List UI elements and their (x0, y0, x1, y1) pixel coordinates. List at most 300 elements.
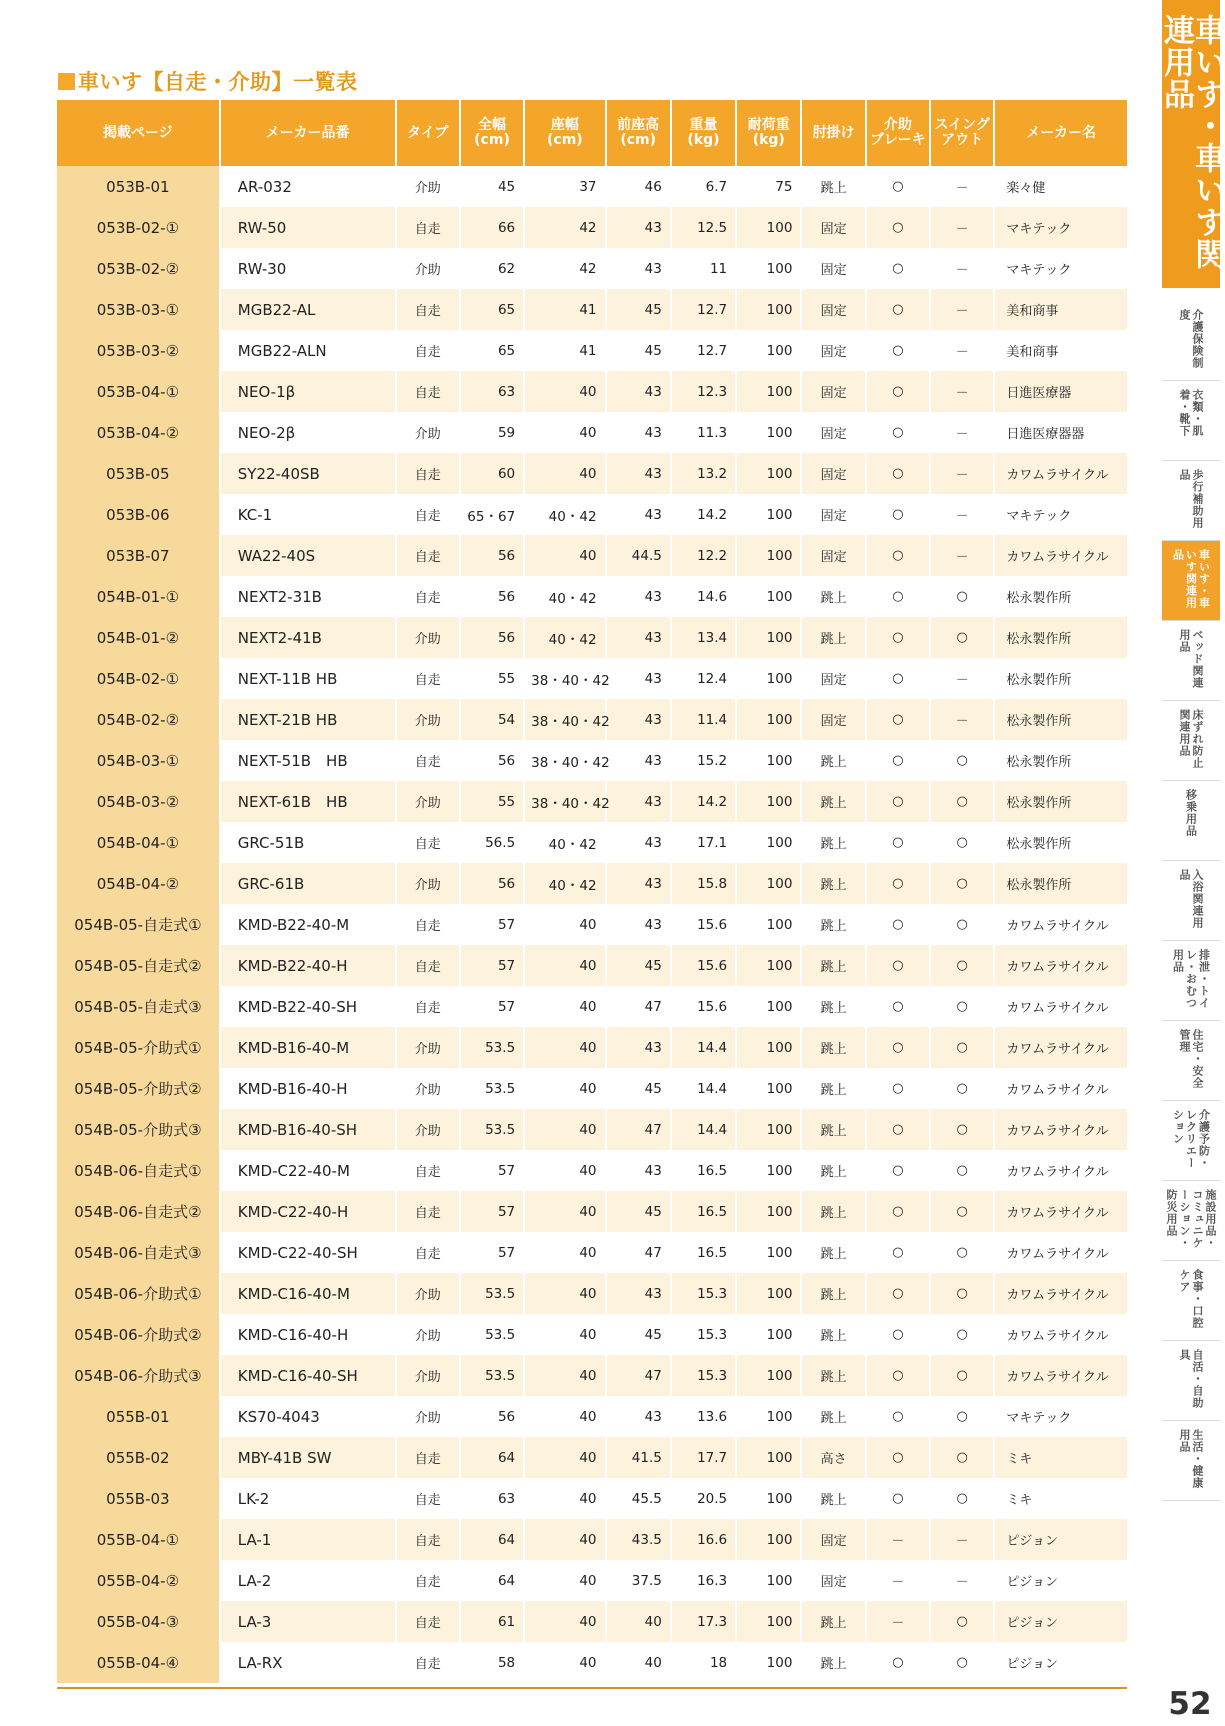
table-cell: 054B-06-介助式② (57, 1314, 220, 1355)
table-cell: ○ (930, 986, 994, 1027)
table-cell: ピジョン (994, 1560, 1127, 1601)
table-cell: ○ (866, 1355, 930, 1396)
sidebar-item[interactable] (1162, 1181, 1220, 1261)
table-cell: 自走 (396, 453, 460, 494)
table-cell: KMD-C16-40-H (220, 1314, 396, 1355)
table-cell: 054B-05-自走式② (57, 945, 220, 986)
table-row (57, 822, 1127, 863)
table-cell: 054B-04-② (57, 863, 220, 904)
sidebar-item[interactable] (1162, 1021, 1220, 1101)
table-cell: 47 (606, 1109, 671, 1150)
table-cell: 43 (606, 699, 671, 740)
table-row (57, 740, 1127, 781)
table-cell: 自走 (396, 1191, 460, 1232)
table-cell: 054B-05-介助式① (57, 1027, 220, 1068)
table-cell: 介助 (396, 1273, 460, 1314)
table-cell: 75 (736, 166, 801, 207)
sidebar-item[interactable] (1162, 301, 1220, 381)
table-cell: ○ (930, 1109, 994, 1150)
table-cell: 松永製作所 (994, 576, 1127, 617)
table-cell: ○ (866, 863, 930, 904)
table-cell: 37 (524, 166, 605, 207)
table-cell: 56.5 (460, 822, 524, 863)
table-cell: ○ (866, 1232, 930, 1273)
table-cell: 介助 (396, 1027, 460, 1068)
table-cell: 055B-04-④ (57, 1642, 220, 1683)
column-header: 介助 ブレーキ (866, 100, 930, 166)
table-cell: 40 (524, 904, 605, 945)
table-cell: 055B-04-③ (57, 1601, 220, 1642)
table-cell: 40 (524, 1068, 605, 1109)
table-row (57, 1027, 1127, 1068)
table-cell: 054B-06-自走式② (57, 1191, 220, 1232)
table-cell: 13.4 (671, 617, 736, 658)
sidebar-item-label: 歩行補助用品 (1178, 469, 1204, 529)
table-cell: 40 (524, 1437, 605, 1478)
table-cell: 59 (460, 412, 524, 453)
table-cell: ピジョン (994, 1519, 1127, 1560)
table-cell: 100 (736, 986, 801, 1027)
table-cell: ○ (930, 945, 994, 986)
table-cell: 自走 (396, 1437, 460, 1478)
table-cell: KS70-4043 (220, 1396, 396, 1437)
table-cell: 56 (460, 535, 524, 576)
table-cell: 13.6 (671, 1396, 736, 1437)
table-cell: MBY-41B SW (220, 1437, 396, 1478)
table-cell: 40 (524, 986, 605, 1027)
table-cell: 38・40・42 (524, 781, 605, 822)
table-cell: ピジョン (994, 1601, 1127, 1642)
table-cell: － (930, 1560, 994, 1601)
table-cell: 自走 (396, 207, 460, 248)
table-row (57, 166, 1127, 207)
table-cell: 53.5 (460, 1027, 524, 1068)
column-header: 肘掛け (801, 100, 865, 166)
table-cell: 高さ (801, 1437, 865, 1478)
table-cell: 055B-04-② (57, 1560, 220, 1601)
table-cell: 45.5 (606, 1478, 671, 1519)
table-cell: 12.2 (671, 535, 736, 576)
table-cell: 40 (524, 371, 605, 412)
table-cell: 56 (460, 1396, 524, 1437)
table-cell: 固定 (801, 535, 865, 576)
table-cell: 56 (460, 576, 524, 617)
sidebar-item-label: 介護保険制度 (1178, 309, 1204, 369)
table-cell: カワムラサイクル (994, 1109, 1127, 1150)
table-cell: 43 (606, 904, 671, 945)
table-cell: 介助 (396, 1355, 460, 1396)
column-header: メーカー名 (994, 100, 1127, 166)
page-number: 52 (1168, 1686, 1212, 1722)
table-cell: KMD-B16-40-M (220, 1027, 396, 1068)
table-cell: 介助 (396, 1109, 460, 1150)
table-cell: － (930, 207, 994, 248)
table-cell: 100 (736, 412, 801, 453)
table-cell: ○ (930, 617, 994, 658)
table-cell: 45 (460, 166, 524, 207)
table-cell: 45 (606, 1068, 671, 1109)
table-cell: 45 (606, 945, 671, 986)
table-cell: 美和商事 (994, 330, 1127, 371)
table-cell: WA22-40S (220, 535, 396, 576)
table-cell: 63 (460, 1478, 524, 1519)
table-cell: カワムラサイクル (994, 1150, 1127, 1191)
table-cell: ○ (866, 412, 930, 453)
table-cell: 松永製作所 (994, 863, 1127, 904)
table-cell: 18 (671, 1642, 736, 1683)
table-cell: 100 (736, 1437, 801, 1478)
table-cell: 64 (460, 1437, 524, 1478)
table-cell: ○ (866, 330, 930, 371)
table-cell: 53.5 (460, 1355, 524, 1396)
table-cell: 054B-06-自走式③ (57, 1232, 220, 1273)
table-cell: ミキ (994, 1437, 1127, 1478)
table-cell: 053B-03-① (57, 289, 220, 330)
table-cell: 16.5 (671, 1232, 736, 1273)
table-cell: 41 (524, 289, 605, 330)
table-cell: 100 (736, 1642, 801, 1683)
table-cell: LA-3 (220, 1601, 396, 1642)
table-row (57, 494, 1127, 535)
table-cell: ○ (930, 822, 994, 863)
table-cell: LA-1 (220, 1519, 396, 1560)
table-cell: 跳上 (801, 1232, 865, 1273)
table-cell: ○ (866, 1109, 930, 1150)
table-cell: 054B-03-① (57, 740, 220, 781)
table-cell: ○ (930, 1027, 994, 1068)
table-cell: KMD-C22-40-M (220, 1150, 396, 1191)
table-row (57, 1396, 1127, 1437)
table-row (57, 1273, 1127, 1314)
table-cell: SY22-40SB (220, 453, 396, 494)
table-cell: 介助 (396, 1396, 460, 1437)
table-cell: 17.7 (671, 1437, 736, 1478)
table-cell: 16.3 (671, 1560, 736, 1601)
table-cell: 054B-01-① (57, 576, 220, 617)
table-cell: 55 (460, 781, 524, 822)
table-cell: － (930, 494, 994, 535)
table-cell: 40 (524, 1027, 605, 1068)
table-cell: 053B-02-① (57, 207, 220, 248)
table-cell: 42 (524, 248, 605, 289)
table-cell: 40 (524, 1519, 605, 1560)
table-cell: 100 (736, 1150, 801, 1191)
table-cell: 17.1 (671, 822, 736, 863)
table-cell: 57 (460, 1150, 524, 1191)
table-cell: 自走 (396, 822, 460, 863)
table-cell: LA-2 (220, 1560, 396, 1601)
table-cell: NEXT-21B HB (220, 699, 396, 740)
table-cell: 100 (736, 1191, 801, 1232)
sidebar-item[interactable] (1162, 861, 1220, 941)
table-cell: ○ (866, 1191, 930, 1232)
table-cell: 跳上 (801, 1314, 865, 1355)
table-cell: 40 (524, 453, 605, 494)
table-cell: 自走 (396, 535, 460, 576)
sidebar-item[interactable] (1162, 1261, 1220, 1341)
sidebar-item[interactable] (1162, 381, 1220, 461)
sidebar-item-label: 食事・口腔ケア (1178, 1269, 1204, 1329)
table-cell: 16.6 (671, 1519, 736, 1560)
table-cell: 自走 (396, 576, 460, 617)
table-cell: 跳上 (801, 904, 865, 945)
table-cell: 40 (524, 1396, 605, 1437)
table-cell: 053B-03-② (57, 330, 220, 371)
table-cell: － (930, 699, 994, 740)
table-cell: 自走 (396, 289, 460, 330)
table-cell: 100 (736, 207, 801, 248)
table-cell: カワムラサイクル (994, 453, 1127, 494)
table-cell: 43 (606, 658, 671, 699)
table-cell: ○ (866, 658, 930, 699)
table-cell: カワムラサイクル (994, 1068, 1127, 1109)
sidebar-item-label: 衣類・肌着・靴下 (1178, 389, 1204, 437)
table-cell: ○ (930, 1191, 994, 1232)
table-cell: 介助 (396, 412, 460, 453)
table-cell: ○ (866, 740, 930, 781)
table-row (57, 1314, 1127, 1355)
table-cell: 跳上 (801, 166, 865, 207)
table-cell: 100 (736, 535, 801, 576)
table-row (57, 371, 1127, 412)
table-cell: AR-032 (220, 166, 396, 207)
column-header: 全幅 (cm) (460, 100, 524, 166)
table-cell: 跳上 (801, 1355, 865, 1396)
table-cell: ○ (930, 576, 994, 617)
table-cell: 自走 (396, 1519, 460, 1560)
table-cell: 14.6 (671, 576, 736, 617)
sidebar-item[interactable] (1162, 941, 1220, 1021)
sidebar-item-label: 車いす・車いす関連用品 (1171, 549, 1211, 609)
table-cell: 100 (736, 1478, 801, 1519)
table-cell: － (930, 330, 994, 371)
table-row (57, 1642, 1127, 1683)
table-cell: 37.5 (606, 1560, 671, 1601)
table-cell: 64 (460, 1519, 524, 1560)
table-row (57, 412, 1127, 453)
table-cell: 松永製作所 (994, 740, 1127, 781)
table-cell: KMD-C22-40-H (220, 1191, 396, 1232)
table-cell: 054B-05-自走式① (57, 904, 220, 945)
wheelchair-table (57, 100, 1127, 1683)
table-cell: 57 (460, 986, 524, 1027)
table-row (57, 289, 1127, 330)
table-cell: 100 (736, 658, 801, 699)
table-cell: 100 (736, 1273, 801, 1314)
table-cell: 053B-05 (57, 453, 220, 494)
table-cell: ○ (866, 699, 930, 740)
table-cell: 跳上 (801, 617, 865, 658)
table-cell: NEXT2-31B (220, 576, 396, 617)
table-cell: 楽々健 (994, 166, 1127, 207)
table-cell: 054B-02-① (57, 658, 220, 699)
table-cell: 跳上 (801, 863, 865, 904)
table-cell: 053B-06 (57, 494, 220, 535)
table-cell: 100 (736, 289, 801, 330)
table-cell: 14.2 (671, 781, 736, 822)
sidebar (1162, 301, 1220, 1501)
table-cell: 自走 (396, 1601, 460, 1642)
table-cell: 跳上 (801, 986, 865, 1027)
table-cell: 57 (460, 945, 524, 986)
sidebar-item[interactable] (1162, 1341, 1220, 1421)
table-cell: 56 (460, 740, 524, 781)
column-header: 重量 (kg) (671, 100, 736, 166)
table-cell: 66 (460, 207, 524, 248)
table-cell: 40 (524, 1191, 605, 1232)
table-cell: 054B-02-② (57, 699, 220, 740)
table-cell: ピジョン (994, 1642, 1127, 1683)
table-cell: 45 (606, 1191, 671, 1232)
table-cell: － (930, 1519, 994, 1560)
table-cell: 100 (736, 1232, 801, 1273)
table-cell: － (930, 453, 994, 494)
table-cell: 055B-01 (57, 1396, 220, 1437)
table-cell: 54 (460, 699, 524, 740)
table-cell: 45 (606, 289, 671, 330)
table-cell: － (930, 166, 994, 207)
table-cell: ○ (930, 1355, 994, 1396)
table-cell: 40 (606, 1601, 671, 1642)
table-cell: 100 (736, 1027, 801, 1068)
table-cell: 介助 (396, 781, 460, 822)
table-cell: 跳上 (801, 740, 865, 781)
table-cell: 40 (524, 1150, 605, 1191)
table-cell: 45 (606, 1314, 671, 1355)
table-cell: 100 (736, 1355, 801, 1396)
table-cell: 11 (671, 248, 736, 289)
table-cell: NEXT2-41B (220, 617, 396, 658)
table-cell: ○ (866, 1642, 930, 1683)
sidebar-item[interactable] (1162, 781, 1220, 861)
table-cell: 介助 (396, 166, 460, 207)
table-cell: 100 (736, 1601, 801, 1642)
table-cell: 100 (736, 494, 801, 535)
table-cell: 14.4 (671, 1109, 736, 1150)
sidebar-item[interactable] (1162, 701, 1220, 781)
table-cell: 40 (606, 1642, 671, 1683)
table-cell: マキテック (994, 248, 1127, 289)
table-cell: 松永製作所 (994, 617, 1127, 658)
table-cell: 固定 (801, 658, 865, 699)
table-cell: NEXT-61B HB (220, 781, 396, 822)
table-cell: 100 (736, 1068, 801, 1109)
table-cell: ○ (930, 740, 994, 781)
table-cell: 38・40・42 (524, 699, 605, 740)
table-cell: 054B-06-介助式③ (57, 1355, 220, 1396)
table-cell: 介助 (396, 248, 460, 289)
table-cell: 15.6 (671, 945, 736, 986)
table-cell: 13.2 (671, 453, 736, 494)
table-row (57, 1560, 1127, 1601)
table-cell: 43 (606, 371, 671, 412)
column-header: スイング アウト (930, 100, 994, 166)
table-cell: 12.7 (671, 289, 736, 330)
side-tab-main[interactable] (1158, 0, 1225, 288)
table-cell: 53.5 (460, 1314, 524, 1355)
table-cell: 40 (524, 1355, 605, 1396)
table-cell: 固定 (801, 330, 865, 371)
table-cell: ○ (866, 248, 930, 289)
table-cell: 固定 (801, 1560, 865, 1601)
table-cell: 固定 (801, 289, 865, 330)
sidebar-item[interactable] (1162, 1421, 1220, 1501)
table-cell: KMD-B22-40-M (220, 904, 396, 945)
table-cell: ○ (930, 1150, 994, 1191)
sidebar-item[interactable] (1162, 541, 1220, 621)
sidebar-item[interactable] (1162, 621, 1220, 701)
table-cell: ○ (866, 1314, 930, 1355)
table-cell: KMD-B22-40-H (220, 945, 396, 986)
table-cell: 40 (524, 1478, 605, 1519)
table-row (57, 904, 1127, 945)
table-cell: 15.8 (671, 863, 736, 904)
table-row (57, 1068, 1127, 1109)
table-cell: 100 (736, 1109, 801, 1150)
table-cell: ○ (866, 1068, 930, 1109)
page-title (58, 66, 358, 96)
table-cell: 固定 (801, 371, 865, 412)
table-cell: 固定 (801, 412, 865, 453)
table-cell: ○ (866, 904, 930, 945)
table-cell: 53.5 (460, 1273, 524, 1314)
table-cell: － (930, 248, 994, 289)
table-cell: 固定 (801, 494, 865, 535)
table-cell: － (930, 658, 994, 699)
table-cell: － (930, 412, 994, 453)
table-cell: ○ (866, 617, 930, 658)
table-row (57, 1437, 1127, 1478)
table-cell: 60 (460, 453, 524, 494)
table-cell: 跳上 (801, 1396, 865, 1437)
table-cell: 100 (736, 248, 801, 289)
table-row (57, 207, 1127, 248)
table-cell: 15.2 (671, 740, 736, 781)
table-cell: ミキ (994, 1478, 1127, 1519)
table-cell: 054B-06-介助式① (57, 1273, 220, 1314)
table-cell: 47 (606, 1232, 671, 1273)
sidebar-item[interactable] (1162, 1101, 1220, 1181)
sidebar-item[interactable] (1162, 461, 1220, 541)
table-cell: 15.6 (671, 904, 736, 945)
table-cell: 40 (524, 1273, 605, 1314)
table-cell: 57 (460, 904, 524, 945)
table-cell: 16.5 (671, 1150, 736, 1191)
table-cell: RW-50 (220, 207, 396, 248)
table-body (57, 166, 1127, 1683)
table-row (57, 1109, 1127, 1150)
table-cell: 58 (460, 1642, 524, 1683)
sidebar-item-label: 入浴関連用品 (1178, 869, 1204, 929)
table-cell: ○ (930, 904, 994, 945)
table-cell: 100 (736, 904, 801, 945)
table-cell: 自走 (396, 740, 460, 781)
table-cell: 自走 (396, 1642, 460, 1683)
table-cell: ○ (930, 1068, 994, 1109)
table-cell: RW-30 (220, 248, 396, 289)
table-cell: 100 (736, 371, 801, 412)
table-cell: 055B-03 (57, 1478, 220, 1519)
table-cell: ○ (930, 1396, 994, 1437)
table-cell: 15.3 (671, 1355, 736, 1396)
table-cell: 跳上 (801, 1191, 865, 1232)
table-cell: NEXT-11B HB (220, 658, 396, 699)
table-cell: 40 (524, 1314, 605, 1355)
page-title-text: 車いす【自走・介助】一覧表 (78, 70, 358, 94)
table-cell: GRC-61B (220, 863, 396, 904)
table-cell: 054B-04-① (57, 822, 220, 863)
table-cell: ○ (930, 1478, 994, 1519)
